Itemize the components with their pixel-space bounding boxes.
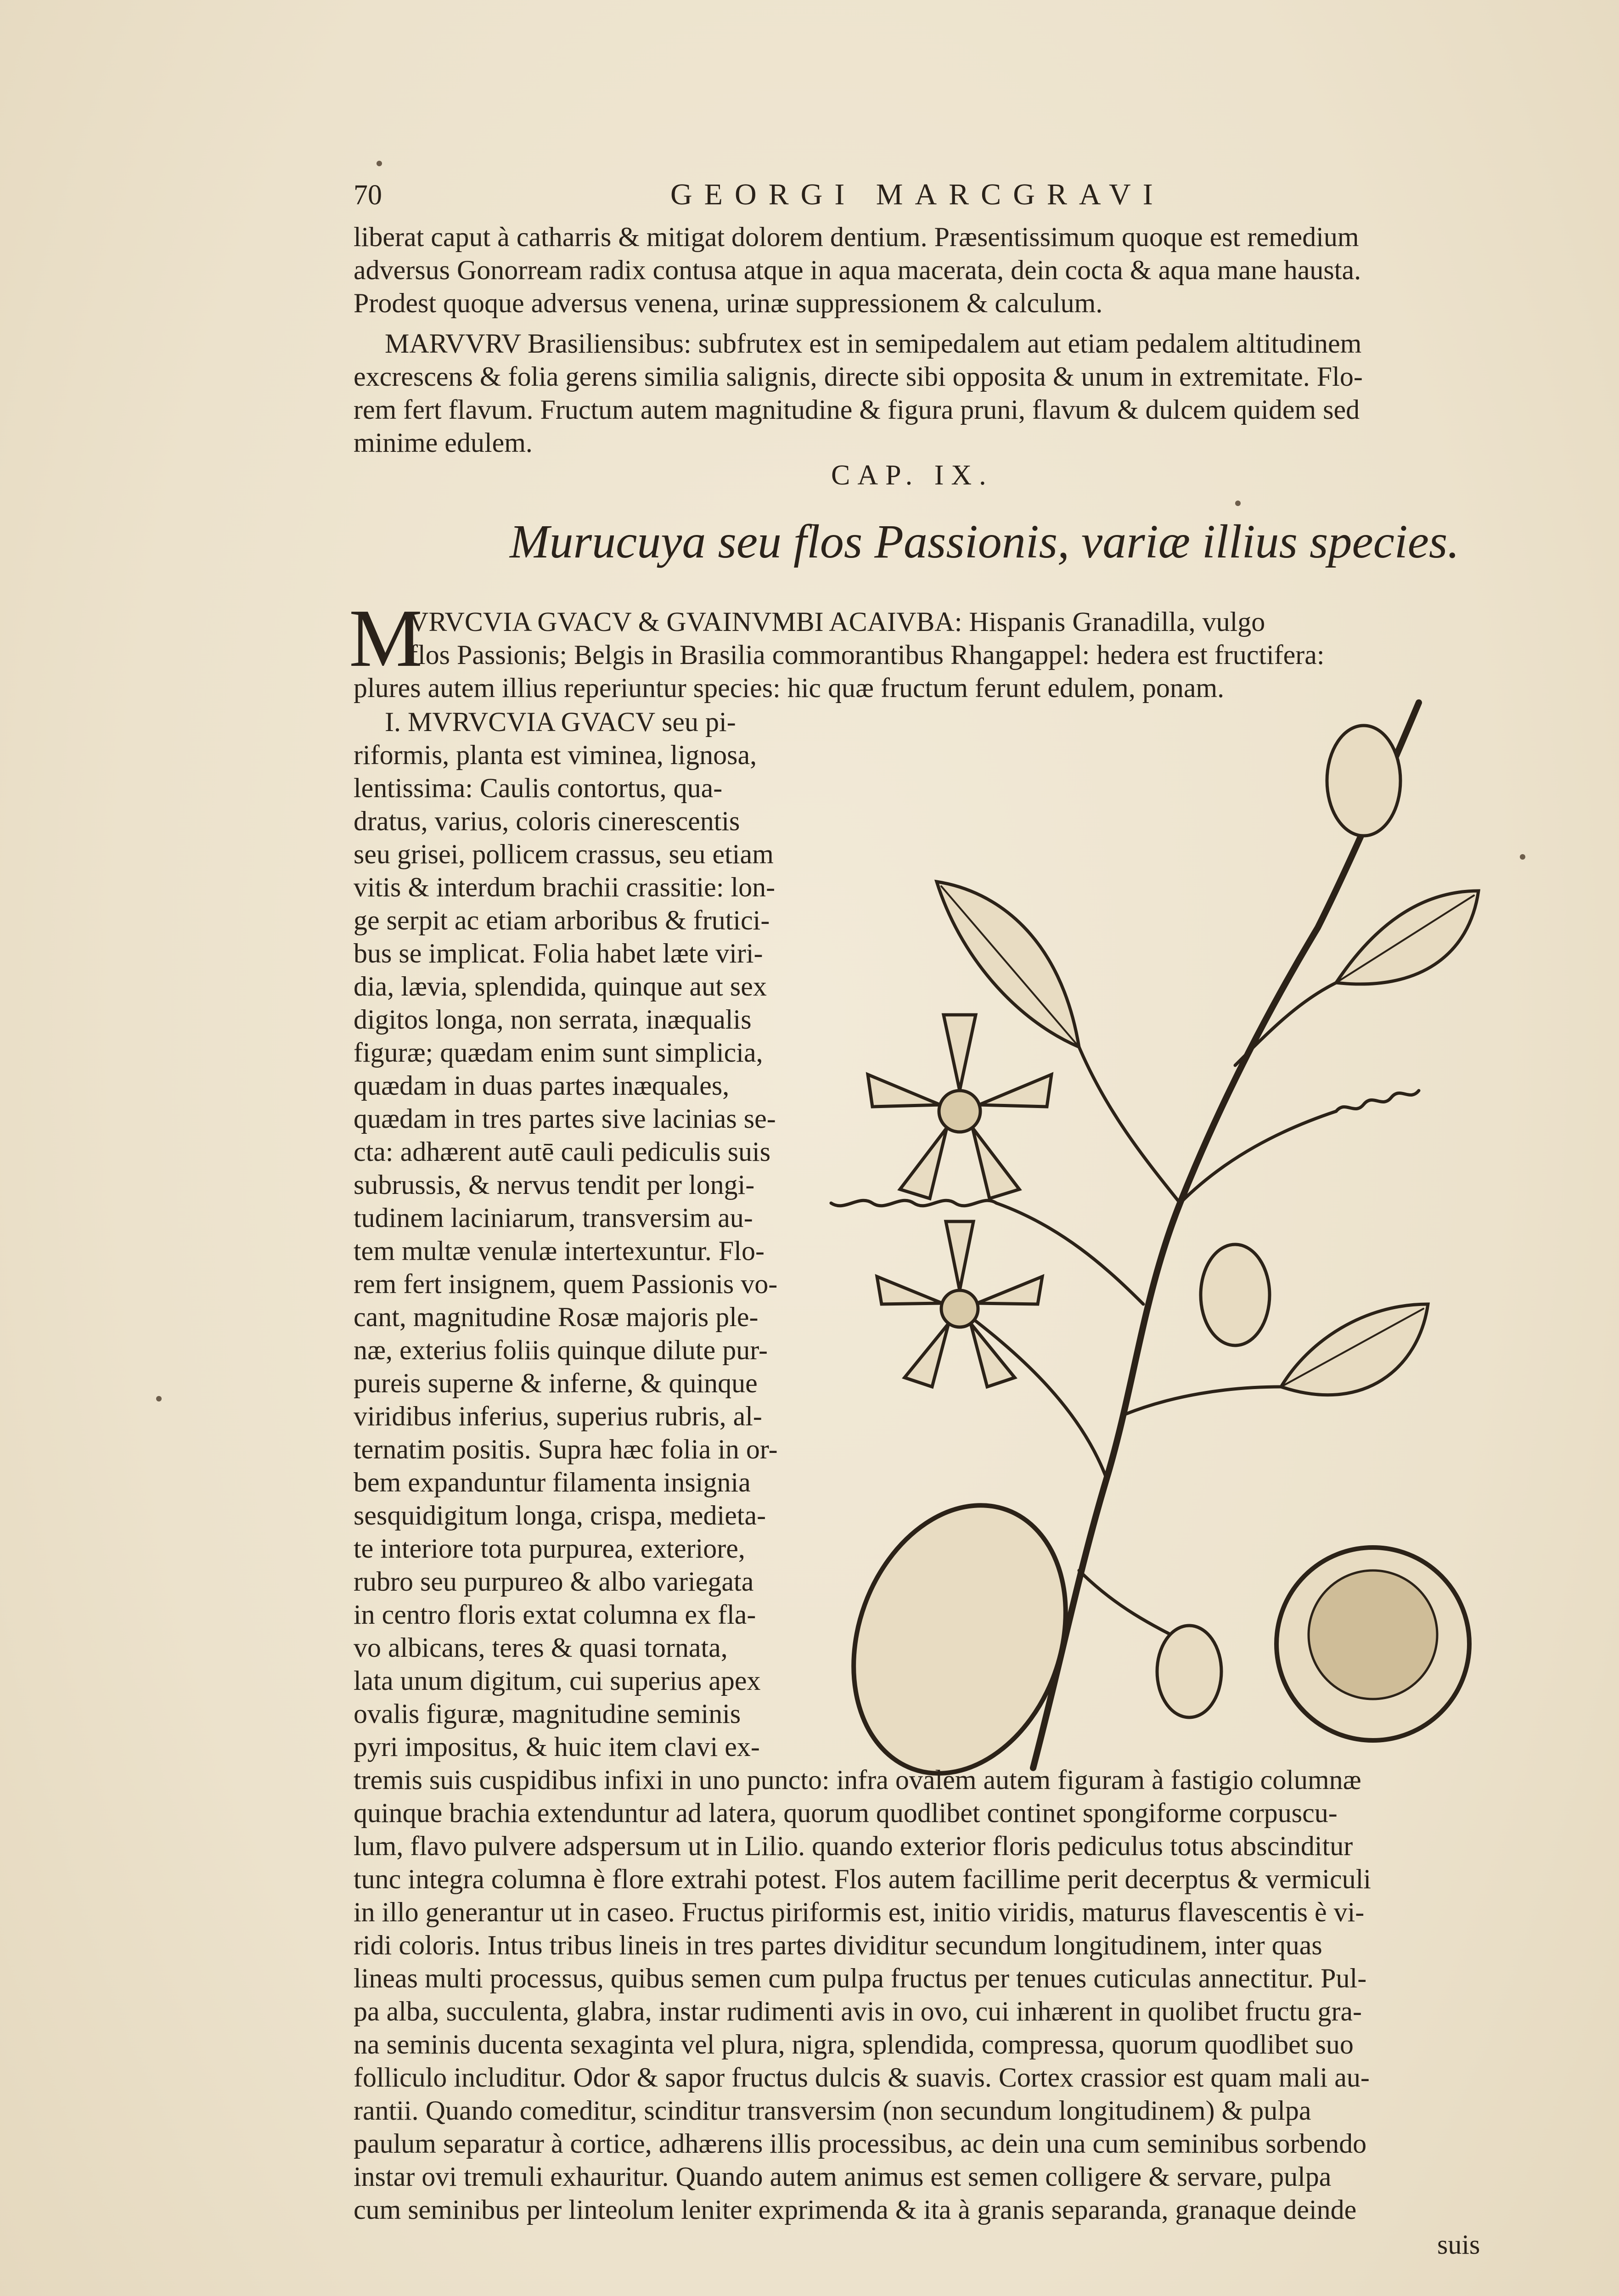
passion-flower-woodcut [822,698,1483,1782]
text-line: rem fert insignem, quem Passionis vo- [354,1269,778,1299]
text-line: plures autem illius reperiuntur species: hic quæ fructum ferunt edulem, ponam. [354,673,1225,703]
print-speck [377,161,382,166]
text-line: tem multæ venulæ intertexuntur. Flo- [354,1236,765,1266]
text-line: cant, magnitudine Rosæ majoris ple- [354,1302,759,1332]
text-line: quinque brachia extenduntur ad latera, quorum quodlibet continet spongiforme corpuscu- [354,1798,1338,1828]
text-line: vo albicans, teres & quasi tornata, [354,1632,728,1663]
drop-cap: M [349,592,423,684]
text-line: quædam in duas partes inæquales, [354,1070,730,1101]
chapter-label: CAP. IX. [831,460,994,491]
print-speck [156,1396,162,1401]
text-line: digitos longa, non serrata, inæqualis [354,1004,752,1035]
text-line: cta: adhærent autē cauli pediculis suis [354,1137,771,1167]
text-line: quædam in tres partes sive lacinias se- [354,1103,776,1134]
text-line: rubro seu purpureo & albo variegata [354,1566,754,1597]
text-line: I. MVRVCVIA GVACV seu pi- [385,707,736,737]
text-line: cum seminibus per linteolum leniter exprimenda & ita à granis separanda, granaque deinde [354,2195,1357,2225]
text-line: ge serpit ac etiam arboribus & frutici- [354,905,770,935]
text-line: rem fert flavum. Fructum autem magnitudine & figura pruni, flavum & dulcem quidem sed [354,394,1360,425]
text-line: ridi coloris. Intus tribus lineis in tres partes dividitur secundum longitudinem, inter quas [354,1930,1322,1960]
text-line: na seminis ducenta sexaginta vel plura, nigra, splendida, compressa, quorum quodlibet suo [354,2029,1354,2060]
text-line: ternatim positis. Supra hæc folia in or- [354,1434,778,1464]
text-line: folliculo includitur. Odor & sapor fructus dulcis & suavis. Cortex crassior est quam mali au- [354,2062,1370,2093]
chapter-title: Murucuya seu flos Passionis, variæ illius species. [510,515,1460,568]
text-line: minime edulem. [354,428,533,458]
print-speck [1235,501,1241,506]
text-line: tremis suis cuspidibus infixi in uno puncto: infra ovalem autem figuram à fastigio columnæ [354,1765,1361,1795]
text-line: ovalis figuræ, magnitudine seminis [354,1699,741,1729]
running-title: GEORGI MARCGRAVI [670,178,1165,211]
text-line: tudinem laciniarum, transversim au- [354,1203,753,1233]
text-line: riformis, planta est viminea, lignosa, [354,740,757,770]
text-line: pureis superne & inferne, & quinque [354,1368,758,1398]
text-line: flos Passionis; Belgis in Brasilia commorantibus Rhangappel: hedera est fructifera: [409,640,1325,670]
text-line: excrescens & folia gerens similia salignis, directe sibi opposita & unum in extremitate. Flo- [354,361,1363,392]
text-line: viridibus inferius, superius rubris, al- [354,1401,762,1431]
text-line: in centro floris extat columna ex fla- [354,1599,756,1630]
text-line: tunc integra columna è flore extrahi potest. Flos autem facillime perit decerptus & vermiculi [354,1864,1371,1894]
text-line: rantii. Quando comeditur, scinditur transversim (non secundum longitudinem) & pulpa [354,2095,1311,2126]
text-line: næ, exterius foliis quinque dilute pur- [354,1335,768,1365]
text-line: te interiore tota purpurea, exteriore, [354,1533,745,1564]
text-line: figuræ; quædam enim sunt simplicia, [354,1037,763,1068]
page-number: 70 [354,180,382,211]
text-line: instar ovi tremuli exhauritur. Quando autem animus est semen colligere & servare, pulpa [354,2161,1332,2192]
text-line: MARVVRV Brasiliensibus: subfrutex est in semipedalem aut etiam pedalem altitudinem [385,328,1362,359]
text-line: in illo generantur ut in caseo. Fructus piriformis est, initio viridis, maturus flavescentis è vi- [354,1897,1365,1927]
text-line: seu grisei, pollicem crassus, seu etiam [354,839,774,869]
text-line: bus se implicat. Folia habet læte viri- [354,938,763,968]
text-line: pa alba, succulenta, glabra, instar rudimenti avis in ovo, cui inhærent in quolibet fructu gra- [354,1996,1362,2026]
text-line: dia, lævia, splendida, quinque aut sex [354,971,767,1002]
text-line: bem expanduntur filamenta insignia [354,1467,751,1497]
text-line: adversus Gonorream radix contusa atque in aqua macerata, dein cocta & aqua mane hausta. [354,255,1361,285]
text-line: subrussis, & nervus tendit per longi- [354,1170,755,1200]
text-line: liberat caput à catharris & mitigat dolorem dentium. Præsentissimum quoque est remedium [354,222,1359,252]
text-line: lata unum digitum, cui superius apex [354,1666,761,1696]
text-line: Prodest quoque adversus venena, urinæ suppressionem & calculum. [354,288,1103,318]
text-line: lentissima: Caulis contortus, qua- [354,773,723,803]
text-line: paulum separatur à cortice, adhærens illis processibus, ac dein una cum seminibus sorbendo [354,2128,1367,2159]
text-line: lum, flavo pulvere adspersum ut in Lilio. quando exterior floris pediculus totus abscinditur [354,1831,1353,1861]
text-line: pyri impositus, & huic item clavi ex- [354,1732,760,1762]
text-line: vitis & interdum brachii crassitie: lon- [354,872,776,902]
catchword: suis [1437,2229,1480,2260]
text-line: dratus, varius, coloris cinerescentis [354,806,740,836]
text-line: sesquidigitum longa, crispa, medieta- [354,1500,766,1531]
print-speck [1520,854,1525,860]
text-line: lineas multi processus, quibus semen cum pulpa fructus per tenues cuticulas annectitur. Pul- [354,1963,1367,1993]
text-line: VRVCVIA GVACV & GVAINVMBI ACAIVBA: Hispanis Granadilla, vulgo [409,607,1265,637]
